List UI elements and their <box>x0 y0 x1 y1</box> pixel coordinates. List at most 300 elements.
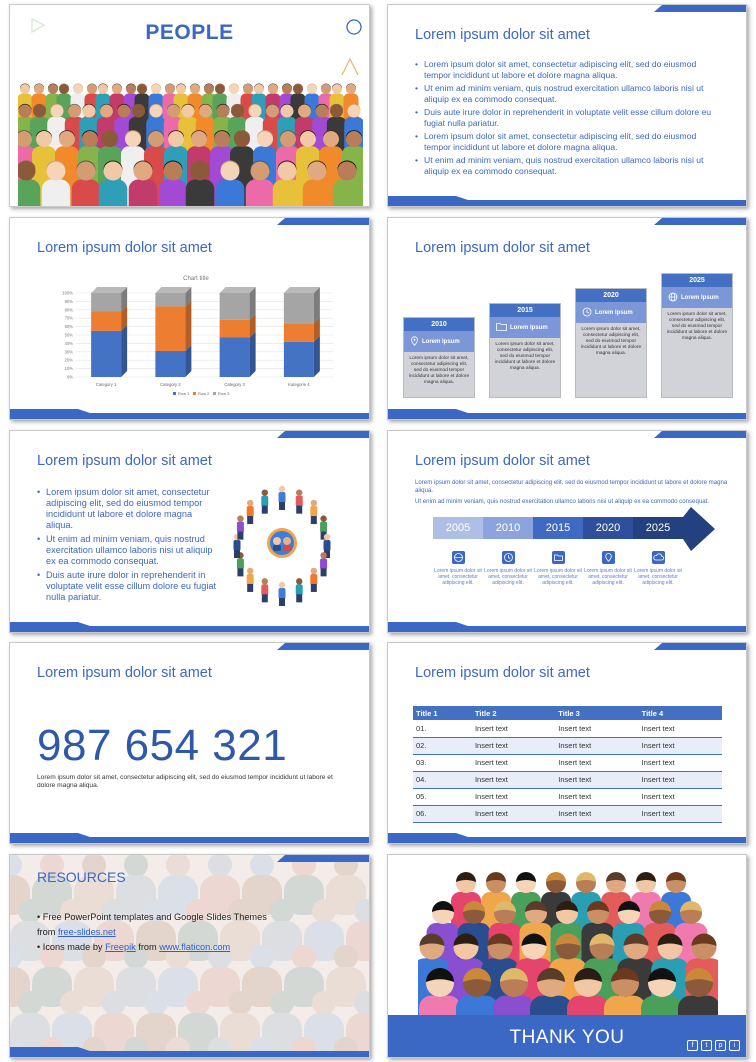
bar-segment-side <box>314 336 320 377</box>
line-mid: from <box>135 942 160 952</box>
figure-legs <box>237 568 243 576</box>
slide-title: RESOURCES <box>37 869 126 885</box>
person-head <box>330 105 343 118</box>
person-head <box>266 105 279 118</box>
timeline-item-5 <box>633 551 683 586</box>
table-cell: Insert text <box>472 754 555 771</box>
figure-head <box>311 568 317 574</box>
person-head <box>137 84 147 94</box>
globe-icon <box>452 551 465 564</box>
table-cell: Insert text <box>639 737 722 754</box>
person-head <box>33 105 46 118</box>
person-head <box>77 162 96 181</box>
slide-title: Lorem ipsum dolor sit amet <box>37 665 212 681</box>
y-tick-label: 70% <box>64 315 73 321</box>
bar-top-face <box>220 287 256 293</box>
card-head-label: Lorem Ipsum <box>422 338 460 345</box>
person-head <box>338 162 357 181</box>
bottom-accent-bar <box>388 413 746 419</box>
table-cell: Insert text <box>639 720 722 737</box>
person-head <box>150 105 163 118</box>
bullet-item: • Duis aute irure dolor in reprehenderit in voluptate velit esse cillum dolore eu fugiat nulla pariatur. <box>37 570 220 603</box>
person-head <box>300 131 316 147</box>
bottom-accent-bar <box>10 413 369 419</box>
folder-icon <box>552 551 565 564</box>
bar-segment-side <box>250 332 256 377</box>
y-tick-label: 10% <box>64 366 73 372</box>
resource-line-2 <box>37 925 267 940</box>
year-2025: 2025 <box>633 517 683 539</box>
bar-segment <box>91 293 121 311</box>
arrow-timeline <box>433 507 715 551</box>
figure-head <box>311 500 317 506</box>
figure-legs <box>262 506 268 514</box>
table-cell: 05. <box>413 788 472 805</box>
person-head <box>59 131 75 147</box>
person-body <box>18 180 40 207</box>
person-head <box>249 105 262 118</box>
timeline-item-2 <box>483 551 533 586</box>
bottom-accent-bar <box>10 837 369 843</box>
pattern-head <box>270 899 294 923</box>
cloud-icon <box>652 551 665 564</box>
resource-line-3 <box>37 940 267 955</box>
figure-head <box>247 568 253 574</box>
figure-body <box>237 522 244 533</box>
bar-segment <box>91 311 121 330</box>
figure-legs <box>237 532 243 540</box>
instagram-icon[interactable]: i <box>729 1040 740 1051</box>
location-pin-icon <box>602 551 615 564</box>
top-accent-bar <box>277 643 369 650</box>
person-body <box>186 180 215 207</box>
slide-4-timeline-cards[interactable] <box>387 217 747 420</box>
figure-legs <box>296 506 302 514</box>
table-cell: Insert text <box>472 771 555 788</box>
person-head <box>190 84 200 94</box>
person-head <box>307 84 317 94</box>
person-head <box>217 105 230 118</box>
slide-6-arrow-timeline[interactable] <box>387 430 747 633</box>
table-cell: Insert text <box>639 805 722 822</box>
y-tick-label: 100% <box>62 290 73 296</box>
card-body: Lorem ipsum dolor sit amet, consectetur adipiscing elit, sed do eiusmod tempor incididunt ut labore et dolore magna aliqua. <box>494 342 556 371</box>
bar-top-face <box>284 287 320 293</box>
person-head <box>83 105 96 118</box>
slide-title: Lorem ipsum dolor sit amet <box>415 27 590 43</box>
column-header: Title 4 <box>639 706 722 720</box>
slide-9-resources[interactable] <box>9 854 370 1058</box>
person-body <box>99 180 128 207</box>
legend-label: Row 2 <box>198 391 210 396</box>
table-cell: 02. <box>413 737 472 754</box>
person-head <box>165 84 175 94</box>
bullet-item: • Ut enim ad minim veniam, quis nostrud exercitation ullamco laboris nisi ut aliquip ex ea commodo consequat. <box>415 155 725 176</box>
item-text: Lorem ipsum dolor sit amet, consectetur adipiscing elit. <box>534 568 582 586</box>
timeline-card-2020 <box>575 288 647 398</box>
x-tick-label: Category 2 <box>160 382 181 387</box>
bar-segment <box>220 338 250 377</box>
figure-body <box>320 558 327 569</box>
person-head <box>332 84 342 94</box>
item-text: Lorem ipsum dolor sit amet, consectetur adipiscing elit. <box>584 568 632 586</box>
figure-head <box>262 489 268 495</box>
bar-segment <box>220 320 250 338</box>
pattern-head <box>228 991 252 1015</box>
clock-icon <box>582 307 592 319</box>
timeline-card-2015 <box>489 303 561 398</box>
table-cell: Insert text <box>555 771 638 788</box>
y-tick-label: 0% <box>66 374 73 380</box>
figure-head <box>279 486 285 492</box>
person-head <box>268 84 278 94</box>
slide-title: Lorem ipsum dolor sit amet <box>415 453 590 469</box>
figure-head <box>296 489 302 495</box>
top-accent-bar <box>277 431 369 438</box>
bar-top-face <box>155 287 191 293</box>
pattern-head <box>60 991 84 1015</box>
card-body: Lorem ipsum dolor sit amet, consectetur adipiscing elit, sed do eiusmod tempor incididunt ut labore et dolore magna aliqua. <box>408 356 470 385</box>
timeline-item-4 <box>583 551 633 586</box>
person-body <box>159 180 188 207</box>
card-year: 2015 <box>490 304 560 317</box>
person-head <box>167 105 180 118</box>
figure-body <box>310 574 317 585</box>
person-head <box>125 131 141 147</box>
top-accent-bar <box>277 218 369 225</box>
person-head <box>243 84 253 94</box>
person-head <box>176 84 186 94</box>
y-tick-label: 20% <box>64 357 73 363</box>
year-2010: 2010 <box>483 517 533 539</box>
intro-line-2: Ut enim ad minim veniam, quis nostrud exercitation ullamco laboris nisi ut aliquip ex ea commodo consequat. <box>415 498 709 505</box>
y-tick-label: 90% <box>64 298 73 304</box>
big-number: 987 654 321 <box>37 721 288 770</box>
table-row <box>413 805 722 822</box>
item-text: Lorem ipsum dolor sit amet, consectetur adipiscing elit. <box>484 568 532 586</box>
card-head-label: Lorem Ipsum <box>510 324 548 331</box>
x-tick-label: Kategorie 4 <box>288 382 310 387</box>
slide-10-thank-you[interactable] <box>387 854 747 1058</box>
y-tick-label: 60% <box>64 324 73 330</box>
table-row <box>413 788 722 805</box>
person-head <box>278 162 297 181</box>
y-tick-label: 40% <box>64 340 73 346</box>
figure-legs <box>262 594 268 602</box>
figure-body <box>237 558 244 569</box>
year-2020: 2020 <box>583 517 633 539</box>
chart-title: Chart title <box>183 276 209 282</box>
pattern-head <box>102 991 126 1015</box>
person-head <box>281 105 294 118</box>
table-row <box>413 737 722 754</box>
thank-you-text: THANK YOU <box>509 1027 625 1048</box>
figure-body <box>261 496 268 507</box>
top-accent-bar <box>654 5 746 12</box>
legend-swatch <box>213 392 216 395</box>
bullet-item: • Ut enim ad minim veniam, quis nostrud exercitation ullamco laboris nisi ut aliquip ex ea commodo consequat. <box>37 534 220 567</box>
person-head <box>204 84 214 94</box>
slide-2-bullets[interactable] <box>387 4 747 207</box>
person-head <box>51 105 64 118</box>
bullet-item: • Lorem ipsum dolor sit amet, consectetur adipiscing elit, sed do eiusmod tempor incididunt ut labore et dolore magna aliqua. <box>37 487 220 531</box>
pattern-head <box>144 991 168 1015</box>
person-head <box>98 84 108 94</box>
resource-line-1: • Free PowerPoint templates and Google Slides Themes <box>37 912 267 922</box>
slide-title: Lorem ipsum dolor sit amet <box>415 240 590 256</box>
bar-segment-side <box>121 325 127 377</box>
item-text: Lorem ipsum dolor sit amet, consectetur adipiscing elit. <box>434 568 482 586</box>
card-year: 2020 <box>576 289 646 302</box>
person-head <box>59 84 69 94</box>
card-head-label: Lorem Ipsum <box>681 294 719 301</box>
card-head <box>404 331 474 352</box>
person-head <box>126 84 136 94</box>
person-head <box>346 131 362 147</box>
person-head <box>87 84 97 94</box>
person-head <box>280 131 296 147</box>
bar-top-face <box>91 287 127 293</box>
person-head <box>346 84 356 94</box>
person-head <box>321 84 331 94</box>
timeline-card-2010 <box>403 317 475 398</box>
number-description: Lorem ipsum dolor sit amet, consectetur adipiscing elit, sed do eiusmod tempor incididunt ut labore et dolore magna aliqua. <box>37 774 333 789</box>
slide-8-table[interactable] <box>387 642 747 844</box>
figure-head <box>247 500 253 506</box>
person-head <box>34 84 44 94</box>
bar-segment <box>284 293 314 323</box>
chart-container <box>48 266 344 401</box>
top-accent-bar <box>277 855 369 862</box>
person-head <box>73 84 83 94</box>
person-body <box>72 180 101 207</box>
figure-head <box>262 578 268 584</box>
figure-head <box>324 534 330 540</box>
x-tick-label: Category 1 <box>95 382 117 387</box>
person-head <box>104 162 123 181</box>
person-head <box>293 84 303 94</box>
background-people-pattern <box>10 855 370 1058</box>
clock-icon <box>502 551 515 564</box>
bar-segment <box>220 293 250 320</box>
table-cell: Insert text <box>639 788 722 805</box>
slide-1-cover[interactable] <box>9 4 370 207</box>
people-circle-illustration <box>222 481 350 609</box>
bar-segment <box>284 323 314 341</box>
bar-segment-side <box>314 287 320 323</box>
card-body: Lorem ipsum dolor sit amet, consectetur adipiscing elit, sed do eiusmod tempor incididunt ut labore et dolore magna aliqua. <box>580 327 642 356</box>
figure-legs <box>279 502 285 510</box>
figure-body <box>320 522 327 533</box>
figure-legs <box>234 550 240 558</box>
person-head <box>168 131 184 147</box>
line-prefix: from <box>37 927 58 937</box>
year-2005: 2005 <box>433 517 483 539</box>
table-cell: Insert text <box>555 737 638 754</box>
globe-icon <box>668 292 678 304</box>
table-cell: Insert text <box>555 788 638 805</box>
legend-label: Row 1 <box>178 391 190 396</box>
bullet-item: • Ut enim ad minim veniam, quis nostrud exercitation ullamco laboris nisi ut aliquip ex ea commodo consequat. <box>415 83 725 104</box>
person-head <box>348 105 361 118</box>
pattern-head <box>292 945 316 969</box>
figure-legs <box>321 568 327 576</box>
bottom-accent-bar <box>10 1051 369 1057</box>
table-cell: Insert text <box>555 754 638 771</box>
table-cell: Insert text <box>555 805 638 822</box>
card-head <box>662 287 732 308</box>
figure-head <box>279 582 285 588</box>
y-tick-label: 50% <box>64 332 73 338</box>
person-head <box>323 131 339 147</box>
slide-7-big-number[interactable] <box>9 642 370 844</box>
person-body <box>303 180 332 207</box>
legend-swatch <box>193 392 196 395</box>
stacked-bar-chart <box>48 266 344 401</box>
figure-legs <box>296 594 302 602</box>
person-head <box>282 84 292 94</box>
figure-body <box>279 588 286 599</box>
table-cell: Insert text <box>472 805 555 822</box>
line-prefix: • Icons made by <box>37 942 106 952</box>
figure-body <box>324 540 331 551</box>
bar-segment <box>155 293 185 306</box>
card-body: Lorem ipsum dolor sit amet, consectetur adipiscing elit, sed do eiusmod tempor incididunt ut labore et dolore magna aliqua. <box>666 312 728 341</box>
table-cell: Insert text <box>555 720 638 737</box>
person-head <box>132 105 145 118</box>
person-head <box>19 105 32 118</box>
pattern-head <box>18 991 42 1015</box>
timeline-card-2025 <box>661 273 733 398</box>
person-head <box>36 131 52 147</box>
bottom-accent-bar <box>388 200 746 206</box>
table-cell: 04. <box>413 771 472 788</box>
slide-title: Lorem ipsum dolor sit amet <box>37 453 212 469</box>
figure-legs <box>279 598 285 606</box>
bullet-list <box>37 487 220 606</box>
figure-legs <box>311 516 317 524</box>
pattern-head <box>270 991 294 1015</box>
slide-3-chart[interactable] <box>9 217 370 420</box>
table-cell: Insert text <box>639 771 722 788</box>
pattern-head <box>312 991 336 1015</box>
bottom-accent-bar <box>388 626 746 632</box>
figure-legs <box>247 516 253 524</box>
person-head <box>134 162 153 181</box>
column-header: Title 2 <box>472 706 555 720</box>
figure-body <box>279 492 286 503</box>
social-icons <box>687 1040 740 1051</box>
person-head <box>191 162 210 181</box>
pattern-head <box>334 945 358 969</box>
y-tick-label: 30% <box>64 349 73 355</box>
person-head <box>214 131 230 147</box>
person-head <box>251 162 270 181</box>
table-cell: 06. <box>413 805 472 822</box>
column-header: Title 3 <box>555 706 638 720</box>
table-row <box>413 754 722 771</box>
person-body <box>129 180 158 207</box>
bottom-accent-bar <box>10 626 369 632</box>
card-year: 2025 <box>662 274 732 287</box>
card-head <box>490 317 560 338</box>
person-head <box>148 131 164 147</box>
bar-segment <box>284 342 314 377</box>
person-head <box>102 131 118 147</box>
people-group-illustration <box>418 861 718 1021</box>
person-head <box>254 84 264 94</box>
figure-head <box>237 515 243 521</box>
person-head <box>48 84 58 94</box>
person-head <box>234 131 250 147</box>
legend-swatch <box>173 392 176 395</box>
item-text: Lorem ipsum dolor sit amet, consectetur adipiscing elit. <box>634 568 682 586</box>
crowd-photo <box>18 75 363 207</box>
person-head <box>231 105 244 118</box>
figure-body <box>247 574 254 585</box>
year-2015: 2015 <box>533 517 583 539</box>
bar-segment-side <box>185 300 191 351</box>
bar-segment <box>91 331 121 377</box>
card-year: 2010 <box>404 318 474 331</box>
table-row <box>413 720 722 737</box>
person-body <box>273 180 302 207</box>
slide-5-bullets-illustration[interactable] <box>9 430 370 633</box>
person-head <box>118 105 131 118</box>
bar-segment <box>155 351 185 377</box>
top-accent-bar <box>654 218 746 225</box>
pattern-head <box>312 899 336 923</box>
figure-head <box>320 515 326 521</box>
person-body <box>216 180 245 207</box>
bullet-item: • Lorem ipsum dolor sit amet, consectetur adipiscing elit, sed do eiusmod tempor incididunt ut labore et dolore magna aliqua. <box>415 59 725 80</box>
table-cell: Insert text <box>472 720 555 737</box>
intro-text <box>415 479 730 506</box>
table-cell: Insert text <box>472 737 555 754</box>
y-tick-label: 80% <box>64 307 73 313</box>
figure-body <box>310 506 317 517</box>
top-accent-bar <box>654 643 746 650</box>
person-head <box>221 162 240 181</box>
slide-title: Lorem ipsum dolor sit amet <box>415 665 590 681</box>
person-head <box>100 105 113 118</box>
freepik-link[interactable]: Freepik <box>105 942 136 952</box>
flaticon-link[interactable]: www.flaticon.com <box>159 942 231 952</box>
free-slides-link[interactable]: free-slides.net <box>57 927 116 937</box>
person-head <box>112 84 122 94</box>
facebook-icon[interactable]: f <box>687 1040 698 1051</box>
person-body <box>42 180 71 207</box>
table-cell: Insert text <box>639 754 722 771</box>
figure-head <box>320 552 326 558</box>
folder-icon <box>496 322 507 333</box>
twitter-icon[interactable]: t <box>701 1040 712 1051</box>
data-table <box>413 706 722 823</box>
resources-text <box>37 910 267 955</box>
person-head <box>82 131 98 147</box>
bar-segment <box>155 306 185 351</box>
figure-body <box>247 506 254 517</box>
bullet-item: • Duis aute irure dolor in reprehenderit in voluptate velit esse cillum dolore eu fugiat nulla pariatur. <box>415 107 725 128</box>
person-head <box>215 84 225 94</box>
table-cell: 03. <box>413 754 472 771</box>
pinterest-icon[interactable]: p <box>715 1040 726 1051</box>
bullet-item: • Lorem ipsum dolor sit amet, consectetur adipiscing elit, sed do eiusmod tempor incididunt ut labore et dolore magna aliqua. <box>415 131 725 152</box>
location-pin-icon <box>410 336 419 348</box>
x-tick-label: Category 3 <box>224 382 245 387</box>
intro-line-1: Lorem ipsum dolor sit amet, consectetur adipiscing elit, sed do eiusmod tempor incididunt ut labore et dolore magna aliqua. <box>415 479 728 494</box>
person-head <box>229 84 239 94</box>
